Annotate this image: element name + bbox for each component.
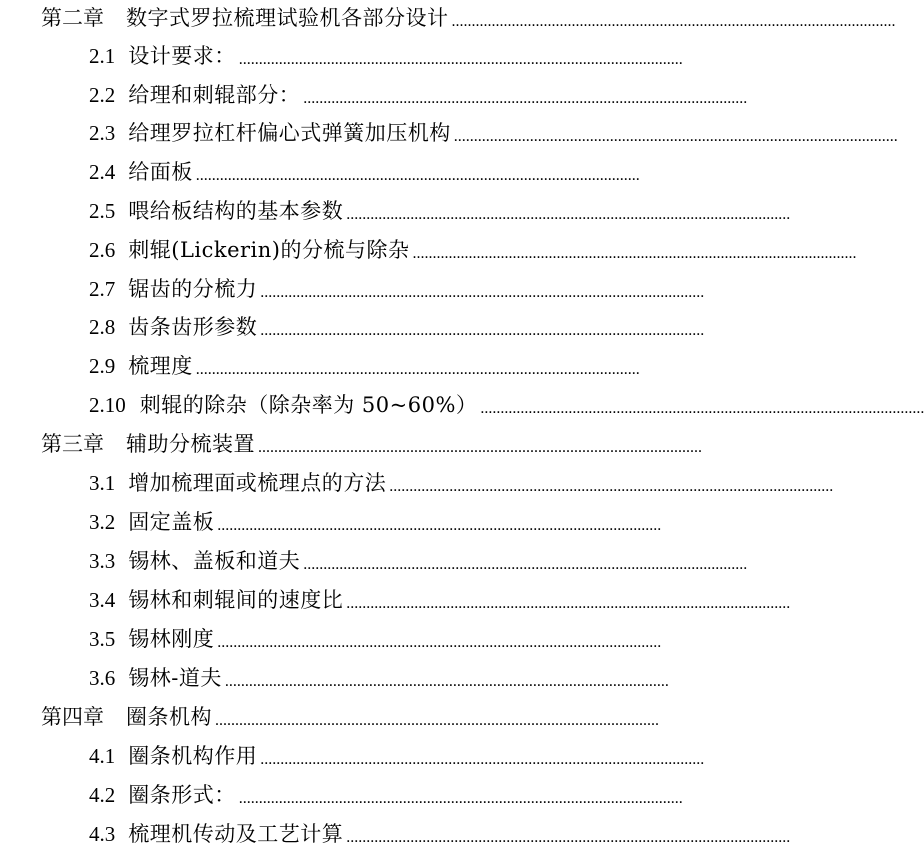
toc-entry-number: 2.3 [89,121,116,145]
dot-leader: ............................................................................................................... [260,322,705,339]
toc-entry-number: 2.8 [89,315,116,339]
toc-entry-title: 固定盖板 [128,510,215,534]
toc-chapter-4 [0,698,780,737]
toc-entry-title: 刺辊(Lickerin)的分梳与除杂 [128,238,410,262]
dot-leader: ............................................................................................................... [480,400,924,417]
toc-entry-title: 齿条齿形参数 [128,315,258,339]
toc-section-2-3 [0,114,898,153]
toc-entry-number: 2.4 [89,160,116,184]
toc-section-2-7 [0,270,780,309]
toc-entry-title: 给理罗拉杠杆偏心式弹簧加压机构 [128,121,451,145]
dot-leader: ............................................................................................................... [303,90,748,107]
toc-section-2-5 [0,192,791,231]
toc-entry-number: 2.1 [89,44,116,68]
toc-entry-number: 2.5 [89,199,116,223]
toc-section-2-4 [0,153,780,192]
toc-entry-title: 设计要求： [128,44,236,68]
toc-entry-title: 圈条机构作用 [128,744,258,768]
dot-leader: ............................................................................................................... [260,284,705,301]
dot-leader: ............................................................................................................... [346,595,791,612]
toc-section-3-4 [0,581,791,620]
toc-entry-number: 第三章 [41,432,104,456]
toc-entry-number: 2.10 [89,393,126,417]
toc-entry-title: 锡林和刺辊间的速度比 [128,588,344,612]
toc-entry-title: 锯齿的分梳力 [128,277,258,301]
toc-entry-number: 3.2 [89,510,116,534]
dot-leader: ............................................................................................................... [238,790,683,807]
toc-entry-number: 2.2 [89,83,116,107]
dot-leader: ............................................................................................................... [346,206,791,223]
toc-section-2-1 [0,37,780,76]
toc-entry-number: 3.6 [89,666,116,690]
dot-leader: ............................................................................................................... [258,439,702,456]
toc-section-2-9 [0,347,780,386]
toc-entry-number: 2.7 [89,277,116,301]
dot-leader: ............................................................................................................... [303,556,748,573]
toc-section-3-6 [0,659,780,698]
toc-entry-number: 4.3 [89,822,116,846]
toc-entry-number: 4.1 [89,744,116,768]
toc-entry-number: 第四章 [41,705,104,729]
toc-entry-number: 第二章 [41,6,104,30]
toc-entry-title: 梳理机传动及工艺计算 [128,822,344,846]
toc-entry-title: 锡林-道夫 [128,666,222,690]
toc-section-3-2 [0,503,780,542]
toc-entry-title: 喂给板结构的基本参数 [128,199,344,223]
toc-chapter-2 [0,0,896,38]
dot-leader: ............................................................................................................... [238,51,683,68]
toc-section-2-10 [0,386,924,425]
dot-leader: ............................................................................................................... [412,245,857,262]
toc-entry-number: 2.9 [89,354,116,378]
dot-leader: ............................................................................................................... [346,829,791,846]
toc-entry-title: 圈条机构 [126,705,212,729]
toc-entry-title: 圈条形式： [128,783,236,807]
toc-entry-title: 梳理度 [128,354,193,378]
dot-leader: ............................................................................................................... [453,128,898,145]
toc-entry-title: 增加梳理面或梳理点的方法 [128,471,387,495]
toc-entry-title: 数字式罗拉梳理试验机各部分设计 [126,6,449,30]
dot-leader: ............................................................................................................... [217,517,662,534]
dot-leader: ............................................................................................................... [195,167,640,184]
toc-entry-title: 刺辊的除杂（除杂率为 50~60%） [139,393,478,417]
dot-leader: ............................................................................................................... [389,478,834,495]
toc-section-2-6 [0,231,857,270]
toc-entry-title: 给面板 [128,160,193,184]
toc-section-2-8 [0,308,780,347]
toc-section-4-2 [0,776,780,815]
toc-section-4-1 [0,737,780,776]
dot-leader: ............................................................................................................... [215,712,659,729]
toc-entry-number: 3.4 [89,588,116,612]
toc-section-4-3 [0,815,791,854]
dot-leader: ............................................................................................................... [451,13,896,30]
toc-entry-number: 3.5 [89,627,116,651]
toc-entry-number: 3.3 [89,549,116,573]
toc-section-3-3 [0,542,780,581]
toc-section-3-1 [0,464,834,503]
toc-entry-number: 4.2 [89,783,116,807]
toc-chapter-3 [0,425,780,464]
toc-section-2-2 [0,76,780,115]
toc-section-3-5 [0,620,780,659]
dot-leader: ............................................................................................................... [217,634,662,651]
toc-entry-number: 2.6 [89,238,116,262]
dot-leader: ............................................................................................................... [260,751,705,768]
toc-entry-number: 3.1 [89,471,116,495]
toc-entry-title: 锡林、盖板和道夫 [128,549,301,573]
toc-entry-title: 给理和刺辊部分： [128,83,301,107]
toc-entry-title: 锡林刚度 [128,627,215,651]
dot-leader: ............................................................................................................... [224,673,669,690]
toc-entry-title: 辅助分梳装置 [126,432,255,456]
dot-leader: ............................................................................................................... [195,361,640,378]
